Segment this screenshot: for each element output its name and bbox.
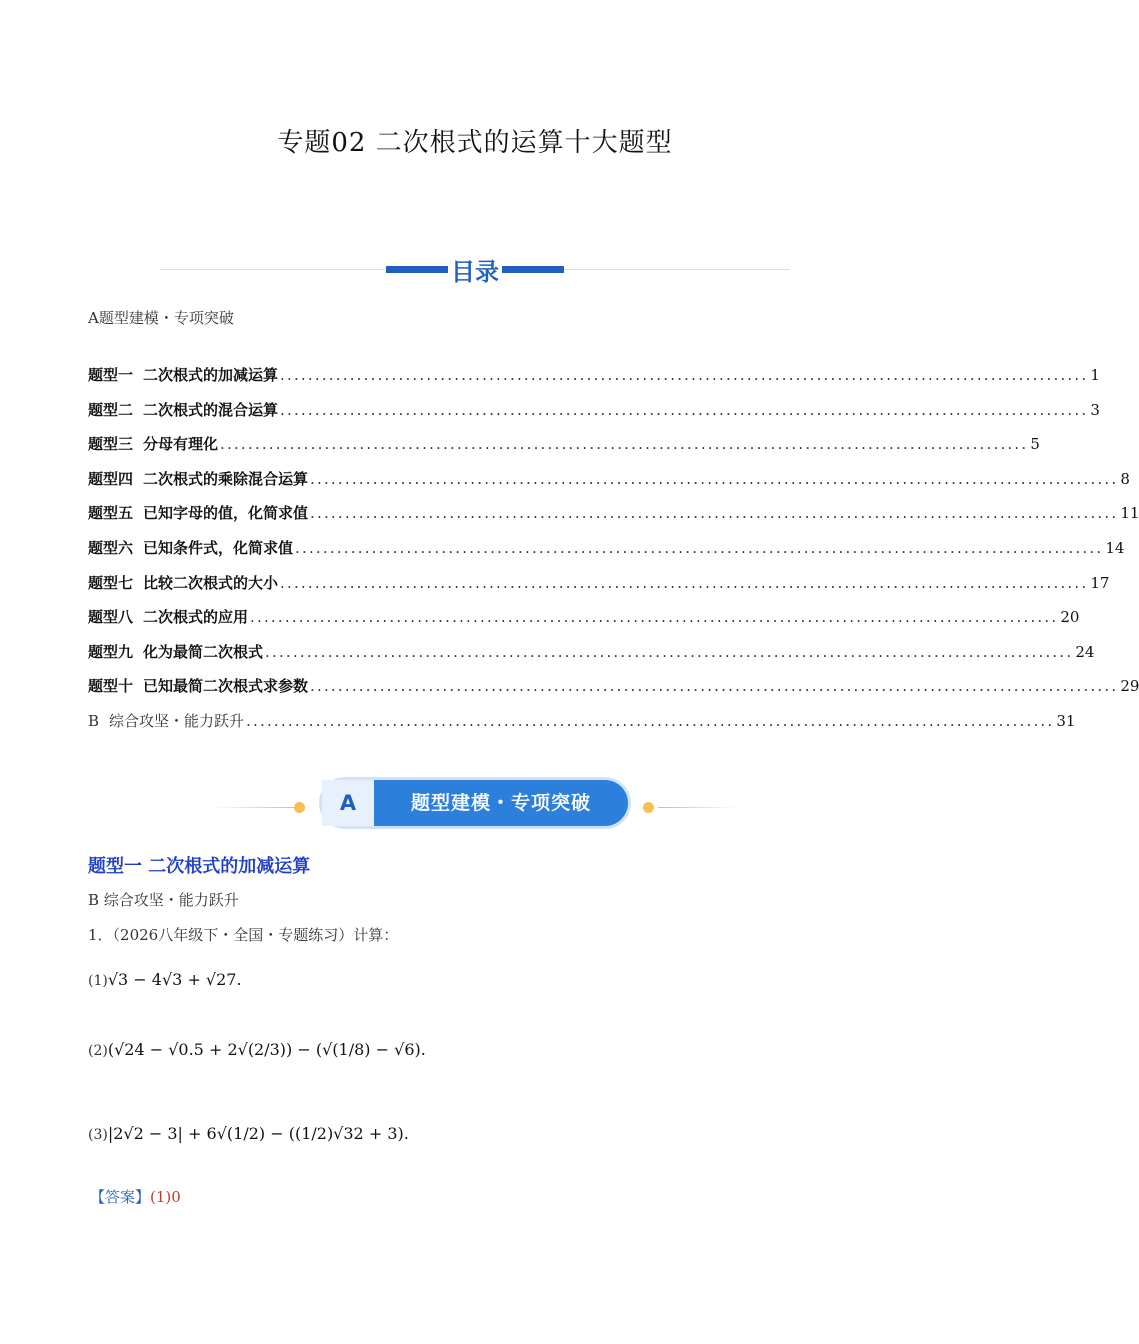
toc-entry-name: 二次根式的应用 — [143, 608, 249, 627]
toc-leader: .................................................................................................................... — [265, 642, 1074, 661]
toc-intro: A题型建模・专项突破 — [88, 309, 234, 327]
math-expression: |2√2 − 3| + 6√(1/2) − ((1/2)√32 + 3). — [107, 1124, 409, 1143]
toc-leader: .................................................................................................................... — [310, 504, 1119, 523]
toc-entry-name: 二次根式的加减运算 — [143, 366, 279, 384]
toc-entry-label: 题型六 — [88, 538, 134, 557]
toc-entry-page: 8 — [1120, 469, 1130, 488]
toc-entry[interactable] — [88, 537, 1125, 572]
dot-icon — [643, 802, 654, 813]
toc-leader: .................................................................................................................... — [310, 469, 1119, 488]
toc-entry-label: 题型五 — [88, 504, 134, 523]
math-item — [88, 1124, 409, 1143]
toc-entry-name: 比较二次根式的大小 — [143, 573, 279, 592]
toc-entry-page: 17 — [1090, 573, 1110, 592]
toc-leader: .................................................................................................................... — [295, 538, 1104, 557]
section-letter: A — [322, 780, 374, 826]
toc-leader: .................................................................................................................... — [310, 677, 1119, 696]
toc-leader: .................................................................................................................... — [246, 711, 1055, 730]
sub-line: B 综合攻坚・能力跃升 — [88, 891, 239, 909]
toc-entry[interactable] — [88, 399, 1100, 434]
toc-entry-name: 已知最简二次根式求参数 — [143, 677, 309, 696]
toc-entry-label: 题型三 — [88, 435, 134, 454]
toc-entry-name: 二次根式的乘除混合运算 — [143, 469, 309, 488]
toc-entry-label: B — [88, 711, 100, 730]
math-expression: (√24 − √0.5 + 2√(2/3)) − (√(1/8) − √6). — [107, 1040, 426, 1059]
toc-entry-name: 二次根式的混合运算 — [143, 400, 279, 419]
toc-entry-page: 3 — [1090, 400, 1100, 419]
toc-entry-name: 综合攻坚・能力跃升 — [109, 711, 245, 730]
math-item — [88, 970, 242, 989]
toc-leader: .................................................................................................................... — [220, 435, 1029, 454]
toc-entry-page: 14 — [1105, 538, 1125, 557]
toc-entry[interactable] — [88, 502, 1139, 537]
toc-entry-page: 1 — [1090, 366, 1100, 384]
toc-entry[interactable] — [88, 364, 1100, 399]
section-banner-text: 题型建模・专项突破 — [410, 792, 591, 814]
toc-entry-label: 题型十 — [88, 677, 134, 696]
toc-entry[interactable] — [88, 710, 1076, 745]
toc-entry-page: 5 — [1030, 435, 1040, 454]
toc-entry-name: 已知字母的值，化简求值 — [143, 504, 309, 523]
toc-entry[interactable] — [88, 641, 1095, 676]
toc-entry[interactable] — [88, 675, 1139, 710]
toc-entry-page: 24 — [1075, 642, 1095, 661]
math-expression: √3 − 4√3 + √27. — [107, 970, 242, 989]
toc-leader: .................................................................................................................... — [280, 366, 1089, 384]
toc-entry-label: 题型七 — [88, 573, 134, 592]
toc-entry-label: 题型四 — [88, 469, 134, 488]
table-of-contents — [88, 364, 1139, 745]
item-number: (1) — [88, 973, 108, 989]
toc-entry-label: 题型二 — [88, 400, 134, 419]
toc-entry-page: 11 — [1120, 504, 1139, 523]
toc-entry-name: 已知条件式，化简求值 — [143, 538, 294, 557]
toc-entry[interactable] — [88, 468, 1130, 503]
item-number: (3) — [88, 1127, 108, 1143]
toc-heading: 目录 — [451, 258, 499, 286]
toc-entry[interactable] — [88, 572, 1110, 607]
toc-entry-name: 分母有理化 — [143, 435, 219, 454]
divider — [658, 807, 738, 808]
toc-entry-label: 题型八 — [88, 608, 134, 627]
toc-leader: .................................................................................................................... — [280, 400, 1089, 419]
toc-leader: .................................................................................................................... — [250, 608, 1059, 627]
toc-entry-label: 题型一 — [88, 366, 134, 384]
section-banner — [210, 780, 740, 828]
toc-entry-page: 29 — [1120, 677, 1139, 696]
answer-value: (1)0 — [150, 1188, 181, 1206]
divider — [210, 807, 300, 808]
toc-entry-page: 31 — [1056, 711, 1076, 730]
toc-entry[interactable] — [88, 433, 1040, 468]
toc-entry-label: 题型九 — [88, 642, 134, 661]
section-pill — [322, 780, 628, 826]
math-item — [88, 1040, 426, 1059]
toc-banner — [160, 252, 790, 286]
toc-entry[interactable] — [88, 606, 1080, 641]
toc-entry-page: 20 — [1060, 608, 1080, 627]
answer-label: 【答案】 — [90, 1188, 151, 1206]
section-heading: 题型一 二次根式的加减运算 — [88, 856, 311, 877]
toc-entry-name: 化为最简二次根式 — [143, 642, 264, 661]
item-number: (2) — [88, 1043, 108, 1059]
question-text: 1．（2026八年级下・全国・专题练习）计算： — [88, 926, 399, 944]
dot-icon — [294, 802, 305, 813]
answer — [90, 1186, 181, 1207]
toc-leader: .................................................................................................................... — [280, 573, 1089, 592]
page-title: 专题02 二次根式的运算十大题型 — [277, 128, 673, 158]
